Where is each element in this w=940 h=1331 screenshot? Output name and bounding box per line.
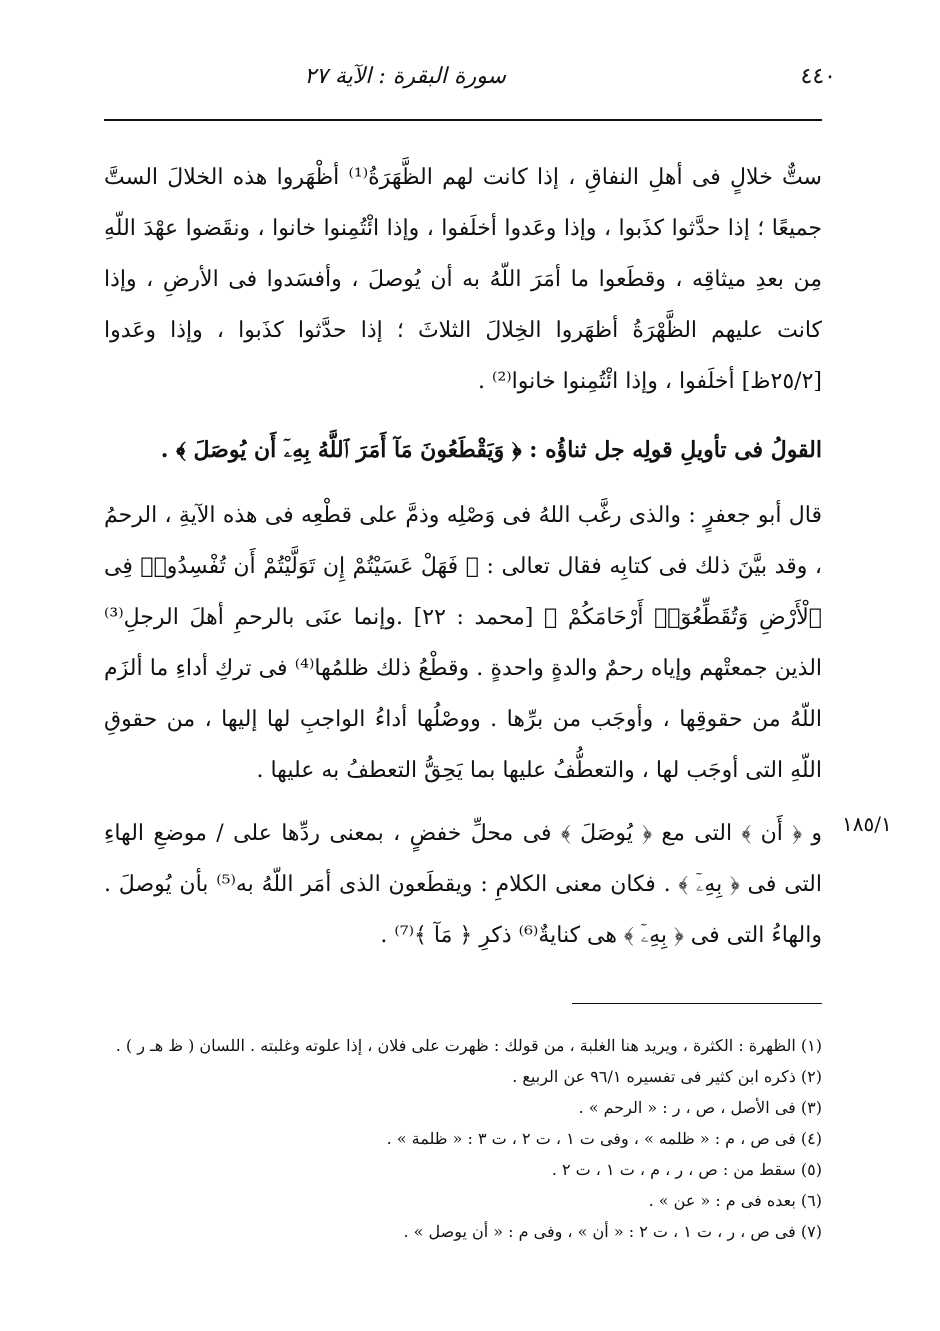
footnote-6: (٦) بعده فى م : « عن » .: [648, 1191, 822, 1210]
footnotes: [104, 1030, 822, 1247]
section-heading: القولُ فى تأويلِ قولِه جل ثناؤُه : ﴿ وَيَقْطَعُونَ مَآ أَمَرَ ٱللَّهُ بِهِۦٓ أَن يُوصَلَ ﴾ .: [160, 437, 822, 463]
paragraph-1: ستٌّ خلالٍ فى أهلِ النفاقِ ، إذا كانت لهم الظَّهَرَةُ⁽¹⁾ أظْهَروا هذه الخلالَ الستَّ جميعًا ؛ إذا حدَّثوا كذَبوا ، وإذا وعَدوا أخلَفوا ، وإذا ائْتُمِنوا خانوا ، ونقَضوا عهْدَ اللّهِ مِن بعدِ ميثاقِه ، وقطَعوا ما أمَرَ اللّهُ به أن يُوصلَ ، وأفسَدوا فى الأرضِ ، وإذا كانت عليهم الظَّهْرَةُ أظهَروا الخِلالَ الثلاثَ ؛ إذا حدَّثوا كذَبوا ، وإذا وعَدوا [٢٥/٢ظ] أخلَفوا ، وإذا ائْتُمِنوا خانوا⁽²⁾ .: [104, 165, 822, 394]
footnote-5: (٥) سقط من : ص ، ر ، م ، ت ١ ، ت ٢ .: [551, 1160, 822, 1179]
page-header: [104, 56, 836, 106]
footnote-3: (٣) فى الأصل ، ص ، ر : « الرحم » .: [578, 1098, 822, 1117]
paragraph-3: و ﴿ أَن ﴾ التى مع ﴿ يُوصَلَ ﴾ فى محلِّ خفضٍ ، بمعنى ردِّها على / موضعِ الهاءِ التى فى ﴿ بِهِۦٓ ﴾ . فكان معنى الكلامِ : ويقطَعون الذى أمَر اللّهُ به⁽⁵⁾ بأن يُوصلَ . والهاءُ التى فى ﴿ بِهِۦٓ ﴾ هى كنايةٌ⁽⁶⁾ ذكرِ ﴿ مَآ ﴾⁽⁷⁾ .: [104, 821, 822, 948]
page-number: ٤٤٠: [800, 64, 836, 89]
footnote-4: (٤) فى ص ، م : « ظلمه » ، وفى ت ١ ، ت ٢ ، ت ٣ : « ظلمة » .: [386, 1129, 822, 1148]
paragraph-2: قال أبو جعفرٍ : والذى رغَّب اللهُ فى وَصْلِه وذمَّ على قطْعِه فى هذه الآيةِ ، الرحمُ ، وقد بيَّنَ ذلك فى كتابِه فقال تعالى : ﴿ فَهَلْ عَسَيْتُمْ إِن تَوَلَّيْتُمْ أَن تُفْسِدُوا۟ فِى ٱلْأَرْضِ وَتُقَطِّعُوٓا۟ أَرْحَامَكُمْ ﴾ [محمد : ٢٢] .وإنما عنَى بالرحمِ أهلَ الرجلِ⁽³⁾ الذين جمعتْهم وإياه رحمٌ والدةٍ واحدةٍ . وقطْعُ ذلك ظلمُها⁽⁴⁾ فى تركِ أداءِ ما ألزَم اللّهُ من حقوقِها ، وأوجَب من برِّها . ووصْلُها أداءُ الواجبِ لها إليها ، من حقوقِ اللّهِ التى أوجَب لها ، والتعطُّفُ عليها بما يَحِقُّ التعطفُ به عليها .: [104, 503, 823, 783]
footnote-1: (١) الظهرة : الكثرة ، ويريد هنا الغلبة ، من قولك : ظهرت على فلان ، إذا علوته وغلبته . اللسان ( ظ هـ ر ) .: [115, 1036, 822, 1055]
header-rule: [104, 119, 822, 121]
margin-reference: ١٨٥/١: [842, 812, 892, 836]
footnote-rule: [572, 1003, 822, 1004]
footnote-7: (٧) فى ص ، ر ، ت ١ ، ت ٢ : « أن » ، وفى م : « أن يوصل » .: [403, 1222, 822, 1241]
footnote-2: (٢) ذكره ابن كثير فى تفسيره ٩٦/١ عن الربيع .: [512, 1067, 822, 1086]
running-title: سورة البقرة : الآية ٢٧: [304, 64, 506, 89]
